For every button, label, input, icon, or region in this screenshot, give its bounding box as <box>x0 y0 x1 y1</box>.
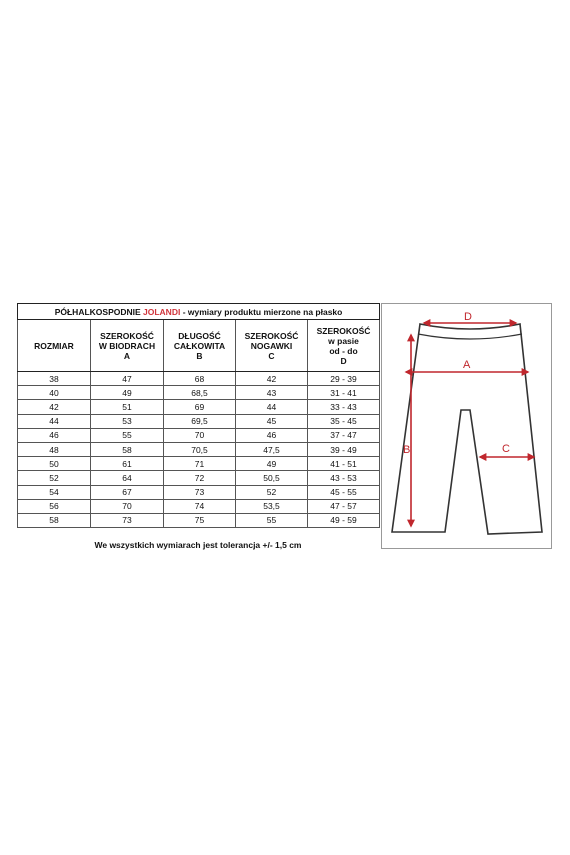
measurement-diagram <box>381 303 552 549</box>
table-row <box>18 372 380 386</box>
size-table <box>17 303 380 528</box>
label-b: B <box>403 444 411 456</box>
table-cell: 55 <box>91 428 164 442</box>
table-title <box>18 304 380 320</box>
header-leg-width-c: SZEROKOŚĆ NOGAWKI C <box>236 320 308 372</box>
table-row <box>18 442 380 456</box>
table-cell: 64 <box>91 471 164 485</box>
table-cell: 31 - 41 <box>308 386 380 400</box>
table-header-row <box>18 320 380 372</box>
label-d: D <box>464 311 472 323</box>
table-cell: 54 <box>18 485 91 499</box>
header-waist-width-d: SZEROKOŚĆ w pasie od - do D <box>308 320 380 372</box>
title-suffix: - wymiary produktu mierzone na płasko <box>180 306 343 317</box>
table-cell: 49 <box>91 386 164 400</box>
label-a: A <box>463 359 471 371</box>
table-cell: 52 <box>236 485 308 499</box>
table-cell: 73 <box>164 485 236 499</box>
table-cell: 47,5 <box>236 442 308 456</box>
table-row <box>18 457 380 471</box>
table-cell: 61 <box>91 457 164 471</box>
table-cell: 68 <box>164 372 236 386</box>
table-row <box>18 386 380 400</box>
label-c: C <box>502 443 510 455</box>
table-cell: 42 <box>236 372 308 386</box>
header-total-length-b: DŁUGOŚĆ CAŁKOWITA B <box>164 320 236 372</box>
table-cell: 47 <box>91 372 164 386</box>
table-cell: 67 <box>91 485 164 499</box>
table-cell: 55 <box>236 513 308 527</box>
table-title-row <box>18 304 380 320</box>
table-cell: 41 - 51 <box>308 457 380 471</box>
table-cell: 58 <box>91 442 164 456</box>
table-body <box>18 372 380 528</box>
table-cell: 47 - 57 <box>308 499 380 513</box>
table-cell: 35 - 45 <box>308 414 380 428</box>
table-cell: 50 <box>18 457 91 471</box>
table-cell: 46 <box>236 428 308 442</box>
table-cell: 44 <box>18 414 91 428</box>
waistband-line <box>418 334 522 339</box>
table-cell: 45 - 55 <box>308 485 380 499</box>
table-cell: 73 <box>91 513 164 527</box>
table-cell: 29 - 39 <box>308 372 380 386</box>
table-cell: 44 <box>236 400 308 414</box>
table-cell: 51 <box>91 400 164 414</box>
pants-outline <box>392 324 542 534</box>
table-cell: 72 <box>164 471 236 485</box>
table-cell: 53 <box>91 414 164 428</box>
header-hip-width-a: SZEROKOŚĆ W BIODRACH A <box>91 320 164 372</box>
table-cell: 68,5 <box>164 386 236 400</box>
table-cell: 49 <box>236 457 308 471</box>
table-row <box>18 414 380 428</box>
pants-diagram-svg <box>382 304 553 550</box>
table-cell: 43 - 53 <box>308 471 380 485</box>
tolerance-note: We wszystkich wymiarach jest tolerancja +/- 1,5 cm <box>94 540 302 550</box>
table-cell: 58 <box>18 513 91 527</box>
table-cell: 33 - 43 <box>308 400 380 414</box>
table-cell: 52 <box>18 471 91 485</box>
table-cell: 37 - 47 <box>308 428 380 442</box>
table-cell: 49 - 59 <box>308 513 380 527</box>
table-row <box>18 513 380 527</box>
table-row <box>18 499 380 513</box>
table-cell: 75 <box>164 513 236 527</box>
table-cell: 43 <box>236 386 308 400</box>
table-cell: 56 <box>18 499 91 513</box>
header-rozmiar: ROZMIAR <box>18 320 91 372</box>
table-cell: 69 <box>164 400 236 414</box>
table-cell: 70 <box>91 499 164 513</box>
table-cell: 39 - 49 <box>308 442 380 456</box>
table-row <box>18 400 380 414</box>
table-cell: 74 <box>164 499 236 513</box>
table-cell: 40 <box>18 386 91 400</box>
table-cell: 38 <box>18 372 91 386</box>
table-cell: 70,5 <box>164 442 236 456</box>
table-cell: 50,5 <box>236 471 308 485</box>
table-cell: 70 <box>164 428 236 442</box>
table-cell: 42 <box>18 400 91 414</box>
table-cell: 48 <box>18 442 91 456</box>
table-cell: 53,5 <box>236 499 308 513</box>
table-cell: 46 <box>18 428 91 442</box>
table-cell: 71 <box>164 457 236 471</box>
title-prefix: PÓŁHALKOSPODNIE <box>54 306 144 317</box>
table-row <box>18 428 380 442</box>
table-cell: 69,5 <box>164 414 236 428</box>
title-brand: JOLANDI <box>143 306 181 317</box>
table-cell: 45 <box>236 414 308 428</box>
table-row <box>18 471 380 485</box>
table-row <box>18 485 380 499</box>
